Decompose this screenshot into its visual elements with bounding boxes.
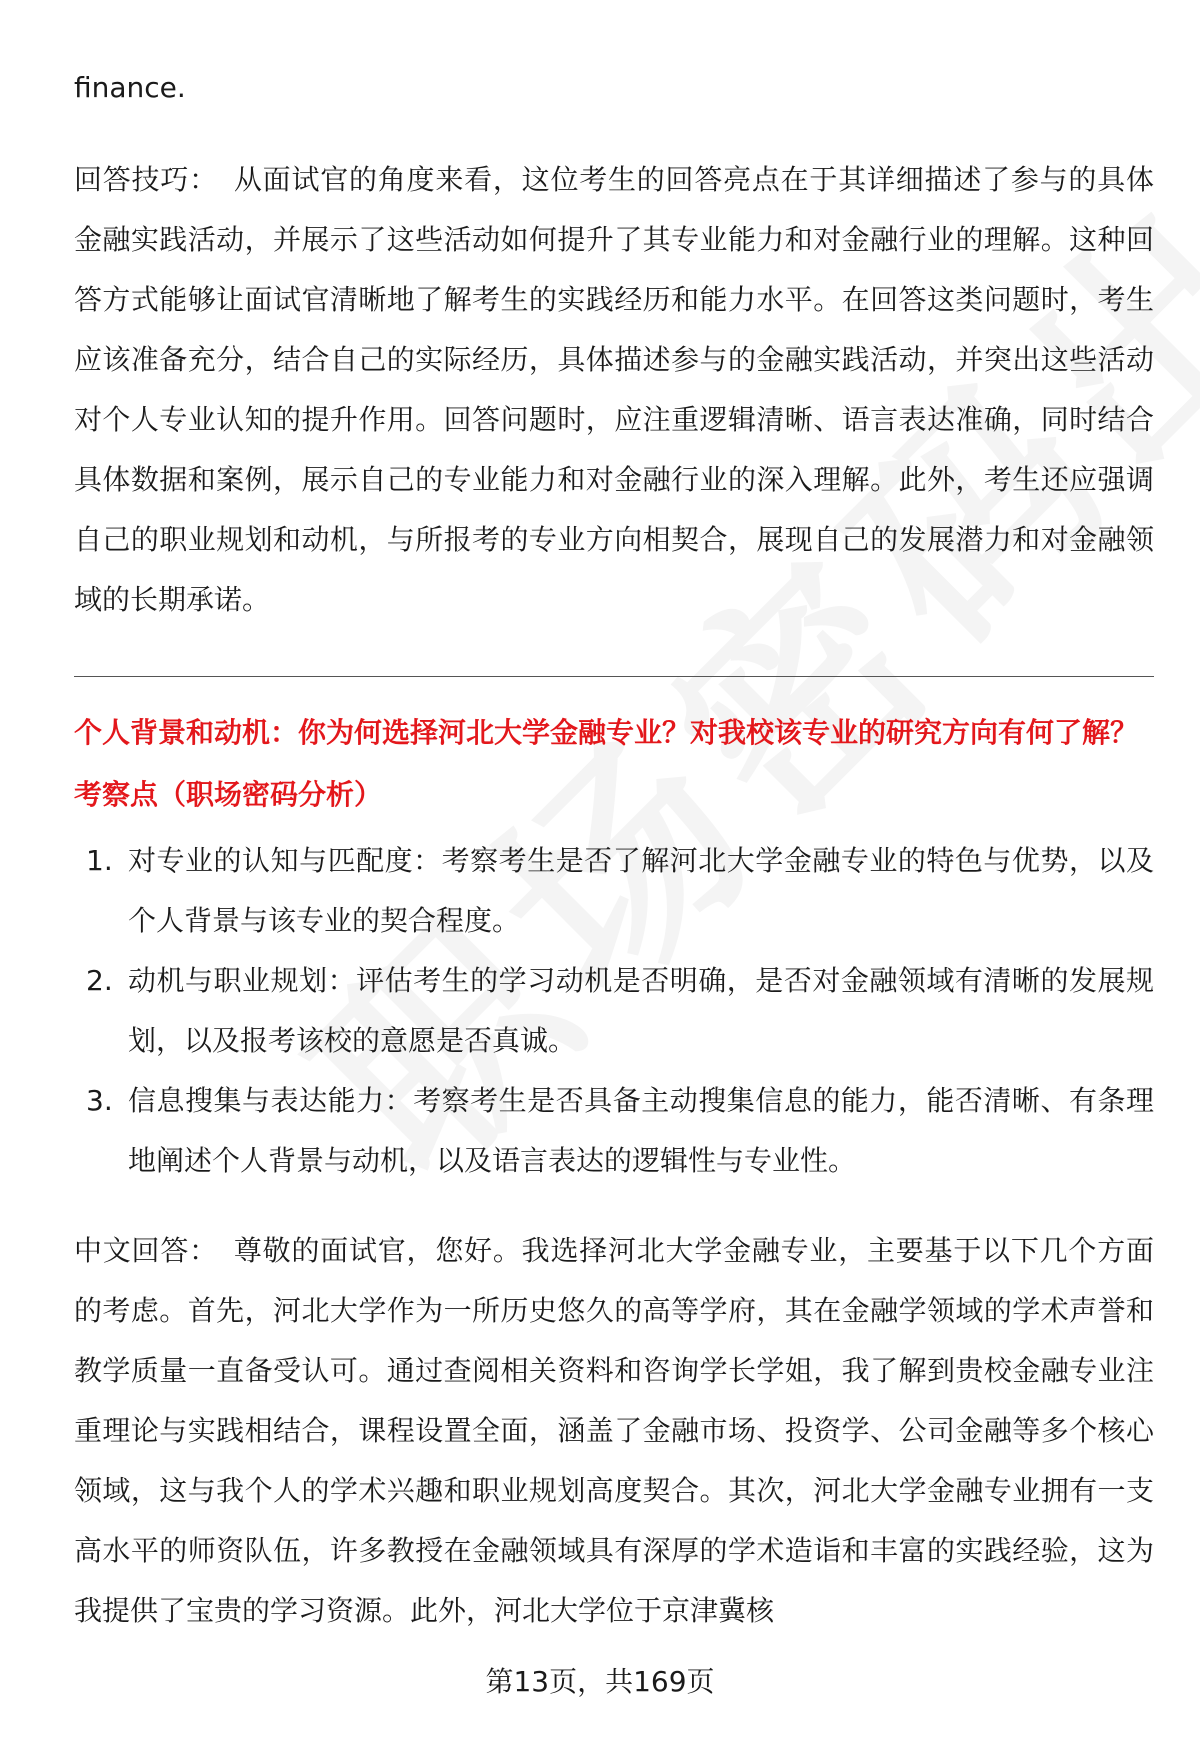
list-item-text: 动机与职业规划：评估考生的学习动机是否明确，是否对金融领域有清晰的发展规划，以及报考该校的意愿是否真诚。	[128, 964, 1154, 1057]
list-item-text: 对专业的认知与匹配度：考察考生是否了解河北大学金融专业的特色与优势，以及个人背景与该专业的契合程度。	[128, 844, 1154, 937]
chinese-answer-text: 尊敬的面试官，您好。我选择河北大学金融专业，主要基于以下几个方面的考虑。首先，河北大学作为一所历史悠久的高等学府，其在金融学领域的学术声誉和教学质量一直备受认可。通过查阅相关资料和咨询学长学姐，我了解到贵校金融专业注重理论与实践相结合，课程设置全面，涵盖了金融市场、投资学、公司金融等多个核心领域，这与我个人的学术兴趣和职业规划高度契合。其次，河北大学金融专业拥有一支高水平的师资队伍，许多教授在金融领域具有深厚的学术造诣和丰富的实践经验，这为我提供了宝贵的学习资源。此外，河北大学位于京津冀核	[74, 1234, 1154, 1627]
list-item-number: 3.	[86, 1084, 113, 1117]
list-item	[74, 1071, 1154, 1191]
list-item-text: 信息搜集与表达能力：考察考生是否具备主动搜集信息的能力，能否清晰、有条理地阐述个人背景与动机，以及语言表达的逻辑性与专业性。	[128, 1084, 1154, 1177]
answer-tips-paragraph	[74, 150, 1154, 630]
list-item	[74, 831, 1154, 951]
assessment-heading: 考察点（职场密码分析）	[74, 778, 383, 811]
chinese-answer-label: 中文回答：	[74, 1234, 218, 1267]
continued-text: finance.	[74, 71, 186, 104]
assessment-list	[74, 831, 1154, 1191]
list-item-number: 1.	[86, 844, 113, 877]
section-divider	[74, 676, 1154, 677]
page-indicator: 第13页，共169页	[485, 1665, 715, 1698]
list-item-number: 2.	[86, 964, 113, 997]
list-item	[74, 951, 1154, 1071]
document-content	[74, 58, 1154, 1641]
chinese-answer-paragraph	[74, 1221, 1154, 1641]
question-heading: 个人背景和动机：你为何选择河北大学金融专业？对我校该专业的研究方向有何了解？	[74, 716, 1139, 749]
answer-tips-label: 回答技巧：	[74, 163, 218, 196]
answer-tips-text: 从面试官的角度来看，这位考生的回答亮点在于其详细描述了参与的具体金融实践活动，并展示了这些活动如何提升了其专业能力和对金融行业的理解。这种回答方式能够让面试官清晰地了解考生的实践经历和能力水平。在回答这类问题时，考生应该准备充分，结合自己的实际经历，具体描述参与的金融实践活动，并突出这些活动对个人专业认知的提升作用。回答问题时，应注重逻辑清晰、语言表达准确，同时结合具体数据和案例，展示自己的专业能力和对金融行业的深入理解。此外，考生还应强调自己的职业规划和动机，与所报考的专业方向相契合，展现自己的发展潜力和对金融领域的长期承诺。	[74, 163, 1154, 616]
